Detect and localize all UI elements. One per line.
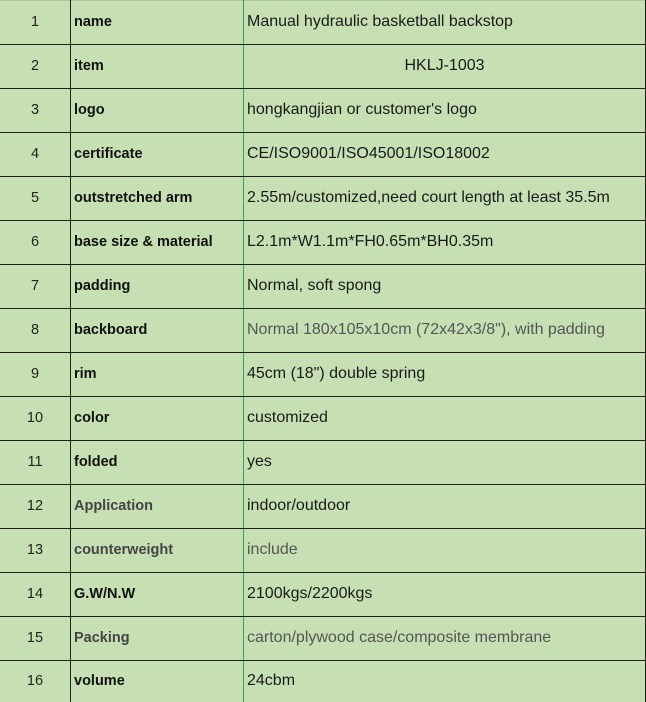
- table-row: [0, 44, 646, 88]
- row-number-cell[interactable]: 11: [0, 440, 71, 484]
- spec-value-cell[interactable]: Normal 180x105x10cm (72x42x3/8"), with padding: [244, 308, 646, 352]
- spec-key-cell[interactable]: color: [71, 396, 244, 440]
- row-number-cell[interactable]: 4: [0, 132, 71, 176]
- spec-value-cell[interactable]: Manual hydraulic basketball backstop: [244, 0, 646, 44]
- table-row: [0, 352, 646, 396]
- spec-value-cell[interactable]: carton/plywood case/composite membrane: [244, 616, 646, 660]
- row-number-cell[interactable]: 6: [0, 220, 71, 264]
- spec-value-cell[interactable]: 2.55m/customized,need court length at least 35.5m: [244, 176, 646, 220]
- row-number-cell[interactable]: 10: [0, 396, 71, 440]
- spec-value-cell[interactable]: 24cbm: [244, 660, 646, 702]
- spec-value-cell[interactable]: 45cm (18") double spring: [244, 352, 646, 396]
- row-number-cell[interactable]: 14: [0, 572, 71, 616]
- row-number-cell[interactable]: 12: [0, 484, 71, 528]
- spec-value-cell[interactable]: HKLJ-1003: [244, 44, 646, 88]
- spec-key-cell[interactable]: counterweight: [71, 528, 244, 572]
- table-row: [0, 264, 646, 308]
- spec-key-cell[interactable]: volume: [71, 660, 244, 702]
- spec-key-cell[interactable]: padding: [71, 264, 244, 308]
- table-row: [0, 220, 646, 264]
- table-row: [0, 308, 646, 352]
- spec-value-cell[interactable]: Normal, soft spong: [244, 264, 646, 308]
- row-number-cell[interactable]: 5: [0, 176, 71, 220]
- table-row: [0, 176, 646, 220]
- spec-key-cell[interactable]: outstretched arm: [71, 176, 244, 220]
- table-row: [0, 132, 646, 176]
- table-row: [0, 396, 646, 440]
- row-number-cell[interactable]: 2: [0, 44, 71, 88]
- spec-key-cell[interactable]: G.W/N.W: [71, 572, 244, 616]
- table-row: [0, 88, 646, 132]
- spec-key-cell[interactable]: folded: [71, 440, 244, 484]
- row-number-cell[interactable]: 3: [0, 88, 71, 132]
- spec-key-cell[interactable]: Packing: [71, 616, 244, 660]
- row-number-cell[interactable]: 8: [0, 308, 71, 352]
- spec-value-cell[interactable]: yes: [244, 440, 646, 484]
- table-row: [0, 484, 646, 528]
- spec-value-cell[interactable]: 2100kgs/2200kgs: [244, 572, 646, 616]
- spec-key-cell[interactable]: rim: [71, 352, 244, 396]
- row-number-cell[interactable]: 9: [0, 352, 71, 396]
- spec-key-cell[interactable]: base size & material: [71, 220, 244, 264]
- table-row: [0, 660, 646, 702]
- spec-value-cell[interactable]: customized: [244, 396, 646, 440]
- row-number-cell[interactable]: 16: [0, 660, 71, 702]
- table-row: [0, 616, 646, 660]
- table-row: [0, 528, 646, 572]
- spec-value-cell[interactable]: indoor/outdoor: [244, 484, 646, 528]
- spec-key-cell[interactable]: logo: [71, 88, 244, 132]
- row-number-cell[interactable]: 13: [0, 528, 71, 572]
- spec-value-cell[interactable]: include: [244, 528, 646, 572]
- spec-value-cell[interactable]: CE/ISO9001/ISO45001/ISO18002: [244, 132, 646, 176]
- row-number-cell[interactable]: 1: [0, 0, 71, 44]
- spec-value-cell[interactable]: hongkangjian or customer's logo: [244, 88, 646, 132]
- table-row: [0, 440, 646, 484]
- row-number-cell[interactable]: 7: [0, 264, 71, 308]
- spec-key-cell[interactable]: Application: [71, 484, 244, 528]
- row-number-cell[interactable]: 15: [0, 616, 71, 660]
- spec-key-cell[interactable]: certificate: [71, 132, 244, 176]
- spec-key-cell[interactable]: name: [71, 0, 244, 44]
- table-row: [0, 0, 646, 44]
- spec-key-cell[interactable]: backboard: [71, 308, 244, 352]
- spec-value-cell[interactable]: L2.1m*W1.1m*FH0.65m*BH0.35m: [244, 220, 646, 264]
- spec-key-cell[interactable]: item: [71, 44, 244, 88]
- table-row: [0, 572, 646, 616]
